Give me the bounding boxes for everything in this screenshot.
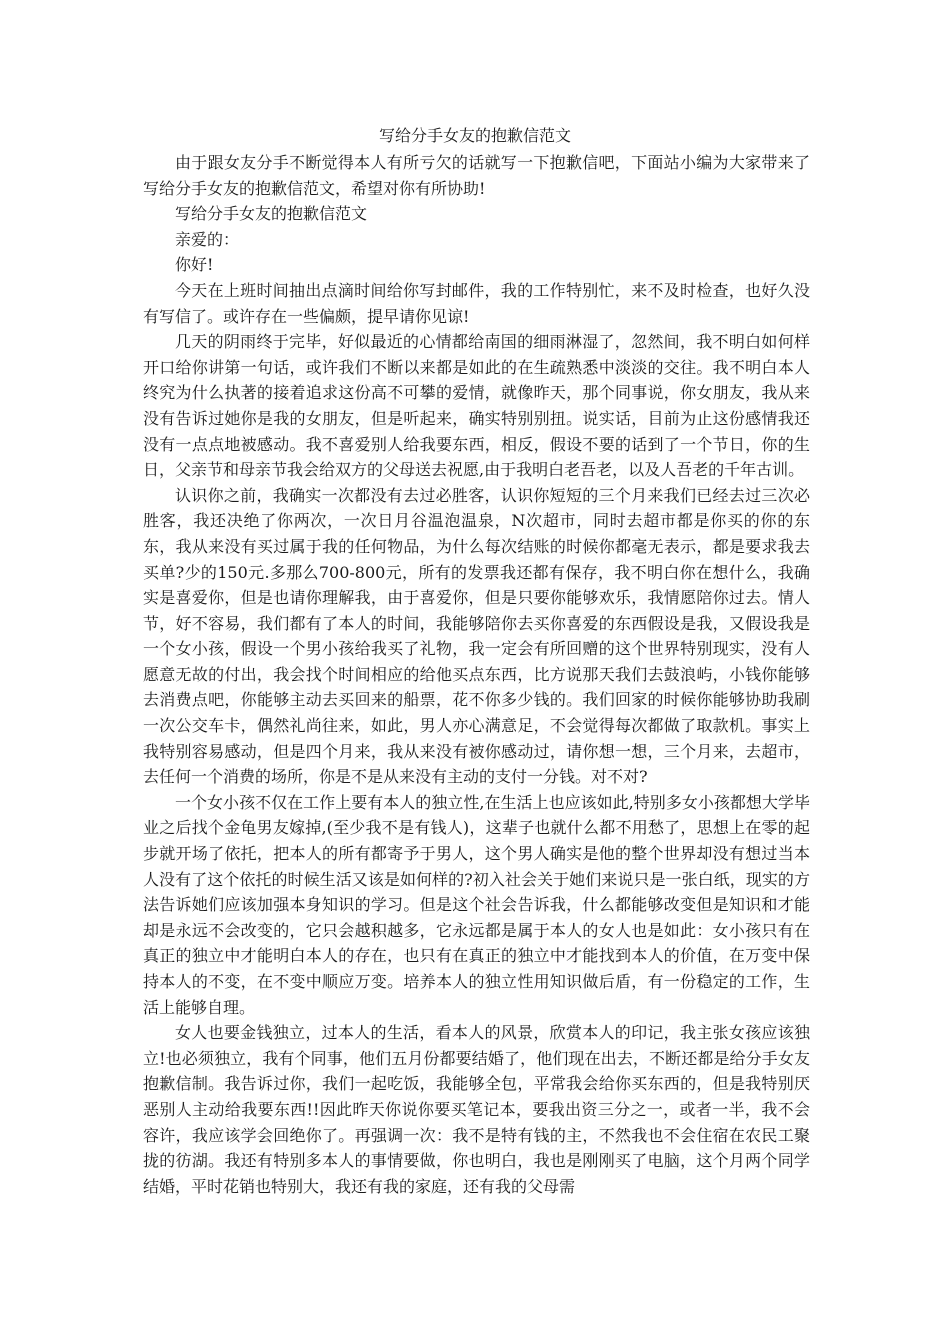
paragraph-body-5: 女人也要金钱独立，过本人的生活，看本人的风景，欣赏本人的印记，我主张女孩应该独立!也必须独立，我有个同事，他们五月份都要结婚了，他们现在出去，不断还都是给分手女友抱歉信制。我告诉过你，我们一起吃饭，我能够全包，平常我会给你买东西的，但是我特别厌恶别人主动给我要东西!!因此昨天你说你要买笔记本，要我出资三分之一，或者一半，我不会容许，我应该学会回绝你了。再强调一次：我不是特有钱的主，不然我也不会住宿在农民工聚拢的彷湖。我还有特别多本人的事情要做，你也明白，我也是刚刚买了电脑，这个月两个同学结婚，平时花销也特别大，我还有我的家庭，还有我的父母需 (143, 1023, 810, 1196)
paragraph-body-3: 认识你之前，我确实一次都没有去过必胜客，认识你短短的三个月来我们已经去过三次必胜客，我还决绝了你两次，一次日月谷温泡温泉，N次超市，同时去超市都是你买的你的东东，我从来没有买过属于我的任何物品，为什么每次结账的时候你都毫无表示，都是要求我去买单?少的150元.多那么700-800元，所有的发票我还都有保存，我不明白你在想什么，我确实是喜爱你，但是也请你理解我，由于喜爱你，但是只要你能够欢乐，我情愿陪你过去。情人节，好不容易，我们都有了本人的时间，我能够陪你去买你喜爱的东西假设是我，又假设我是一个女小孩，假设一个男小孩给我买了礼物，我一定会有所回赠的这个世界特别现实，没有人愿意无故的付出，我会找个时间相应的给他买点东西，比方说那天我们去鼓浪屿，小钱你能够去消费点吧，你能够主动去买回来的船票，花不你多少钱的。我们回家的时候你能够协助我刷一次公交车卡，偶然礼尚往来，如此，男人亦心满意足，不会觉得每次都做了取款机。事实上我特别容易感动，但是四个月来，我从来没有被你感动过，请你想一想，三个月来，去超市，去任何一个消费的场所，你是不是从来没有主动的支付一分钱。对不对? (143, 485, 810, 787)
paragraph-salutation: 亲爱的： (175, 229, 240, 249)
document-title: 写给分手女友的抱歉信范文 (378, 126, 571, 145)
paragraph-greeting: 你好! (175, 255, 214, 275)
paragraph-body-1: 今天在上班时间抽出点滴时间给你写封邮件，我的工作特别忙，来不及时检查，也好久没有写信了。或许存在一些偏颇，提早请你见谅! (143, 280, 810, 326)
document-body (143, 150, 810, 1199)
paragraph-subtitle: 写给分手女友的抱歉信范文 (175, 204, 368, 224)
paragraph-body-4: 一个女小孩不仅在工作上要有本人的独立性,在生活上也应该如此,特别多女小孩都想大学毕业之后找个金龟男友嫁掉,(至少我不是有钱人)，这辈子也就什么都不用愁了，思想上在零的起步就开场了依托，把本人的所有都寄予于男人，这个男人确实是他的整个世界却没有想过当本人没有了这个依托的时候生活又该是如何样的?初入社会关于她们来说只是一张白纸，现实的方法告诉她们应该加强本身知识的学习。但是这个社会告诉我，什么都能够改变但是知识和才能却是永远不会改变的，它只会越积越多，它永远都是属于本人的女人也是如此：女小孩只有在真正的独立中才能明白本人的存在，也只有在真正的独立中才能找到本人的价值，在万变中保持本人的不变，在不变中顺应万变。培养本人的独立性用知识做后盾，有一份稳定的工作，生活上能够自理。 (143, 792, 810, 1017)
paragraph-body-2: 几天的阴雨终于完毕，好似最近的心情都给南国的细雨淋湿了，忽然间，我不明白如何样开口给你讲第一句话，或许我们不断以来都是如此的在生疏熟悉中淡淡的交往。我不明白本人终究为什么执著的接着追求这份高不可攀的爱情，就像昨天，那个同事说，你女朋友，我从来没有告诉过她你是我的女朋友，但是听起来，确实特别别扭。说实话，目前为止这份感情我还没有一点点地被感动。我不喜爱别人给我要东西，相反，假设不要的话到了一个节日，你的生日，父亲节和母亲节我会给双方的父母送去祝愿,由于我明白老吾老，以及人吾老的千年古训。 (143, 332, 810, 480)
paragraph-intro: 由于跟女友分手不断觉得本人有所亏欠的话就写一下抱歉信吧，下面站小编为大家带来了写给分手女友的抱歉信范文，希望对你有所协助! (143, 153, 810, 198)
